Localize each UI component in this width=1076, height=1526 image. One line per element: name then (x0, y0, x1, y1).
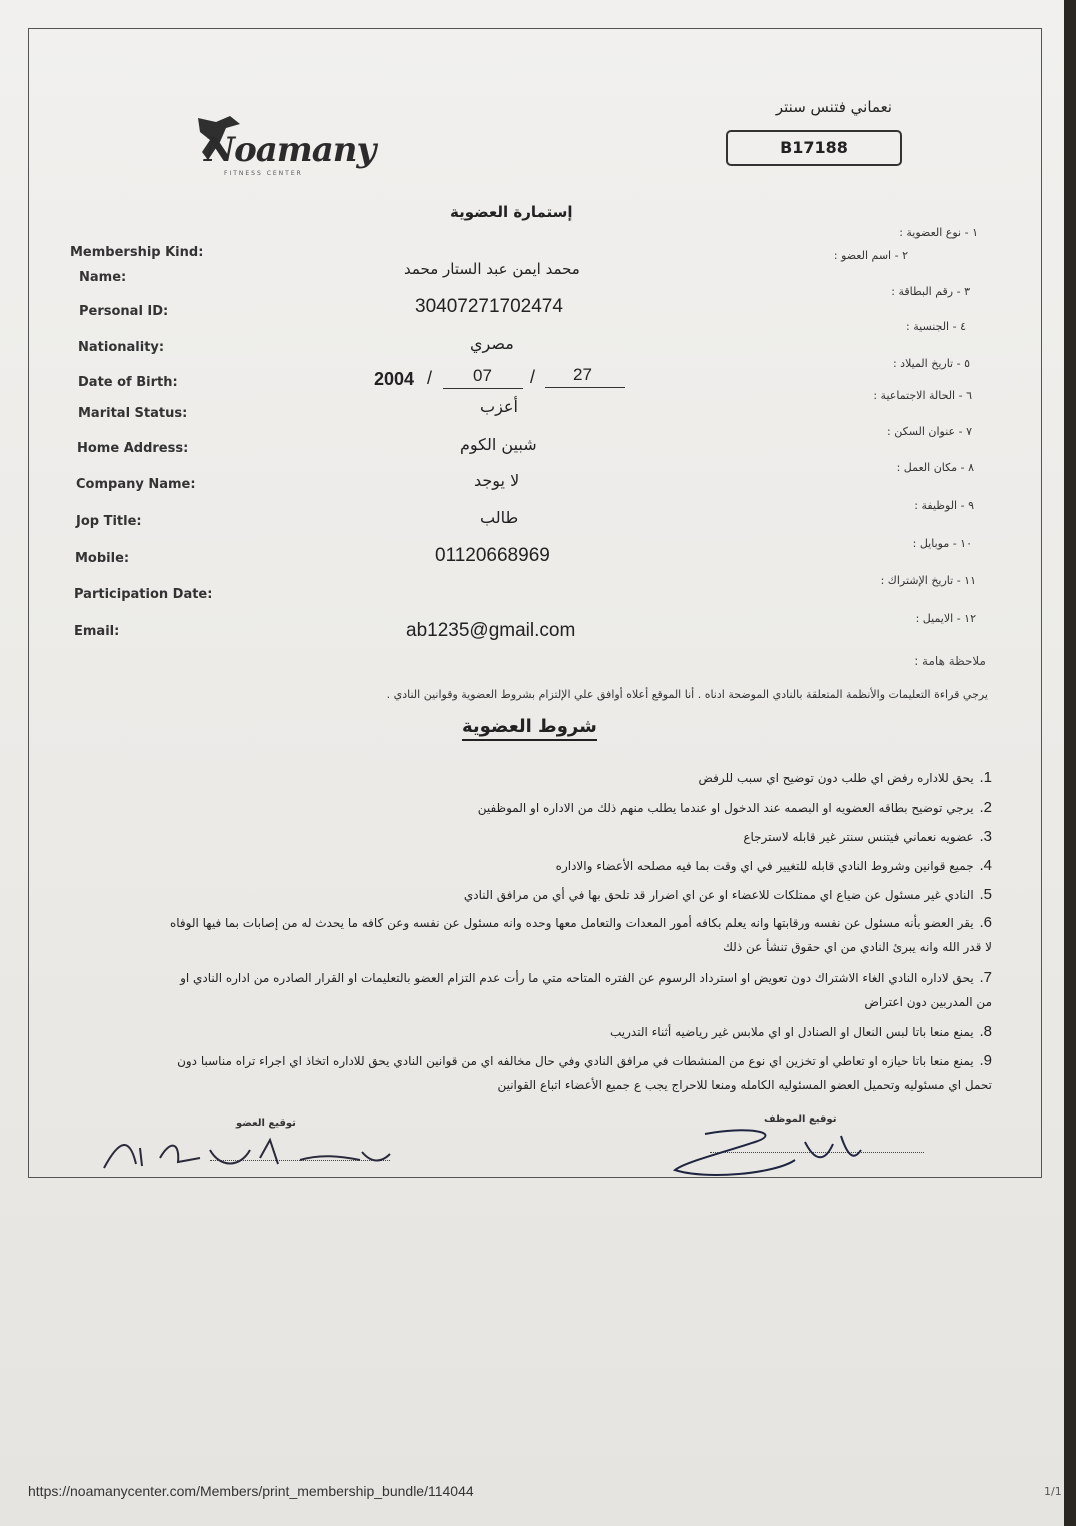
footer-url: https://noamanycenter.com/Members/print_membership_bundle/114044 (28, 1483, 474, 1499)
employee-signature-icon (665, 1122, 865, 1188)
value-marital-status: أعزب (480, 397, 518, 416)
label-mobile: Mobile: (75, 551, 130, 566)
label-ar-membership-kind: ١ - نوع العضوية : (899, 226, 978, 239)
club-name: نعماني فتنس سنتر (775, 98, 892, 116)
label-personal-id: Personal ID: (79, 304, 169, 319)
term-number: 3. (979, 828, 992, 845)
dob-separator-1: / (427, 368, 433, 388)
form-title: إستمارة العضوية (450, 203, 573, 221)
page-number: 1/1 (1044, 1485, 1062, 1498)
value-personal-id: 30407271702474 (415, 296, 563, 317)
value-company: لا يوجد (474, 471, 520, 490)
term-line: يقر العضو بأنه مسئول عن نفسه ورقابتها وانه يعلم بكافه أمور المعدات والتعامل معها وحده وانه مسئول عن نفسه وعن كافه ما يحدث له من إصابات بما فيها الوفاه (169, 916, 974, 930)
logo-wordmark: Noamany (204, 130, 376, 170)
term-line: يرجي توضيح بطاقه العضويه او البصمه عند الدخول او عندما يطلب منهم ذلك من الاداره او الموظفين (477, 801, 974, 815)
label-ar-personal-id: ٣ - رقم البطاقة : (891, 285, 970, 298)
label-ar-company: ٨ - مكان العمل : (896, 461, 974, 474)
member-signature-label: توقيع العضو (236, 1118, 296, 1129)
term-number: 5. (979, 886, 992, 903)
term-line: يحق للاداره رفض اي طلب دون توضيح اي سبب للرفض (698, 771, 974, 785)
label-ar-name: ٢ - اسم العضو : (833, 249, 908, 262)
label-ar-mobile: ١٠ - موبايل : (912, 537, 972, 550)
value-dob-day: 27 (573, 365, 592, 384)
logo-subtext: FITNESS CENTER (224, 170, 303, 177)
label-company-name: Company Name: (76, 477, 196, 492)
term-line: يحق لاداره النادي الغاء الاشتراك دون تعويض او استرداد الرسوم عن الفتره المتاحه متي ما رأت عدم التزام العضو بالتعليمات او القرار الصادره من اداره النادي او (180, 971, 974, 985)
term-line: يمنع منعا باتا لبس النعال او الصنادل او اي ملابس غير رياضيه أثناء التدريب (610, 1025, 974, 1039)
term-number: 8. (979, 1023, 992, 1040)
label-ar-email: ١٢ - الايميل : (915, 612, 976, 625)
value-job-title: طالب (480, 508, 519, 527)
term-number: 6. (979, 914, 992, 931)
term-item (556, 854, 992, 878)
terms-title: شروط العضوية (462, 716, 597, 741)
term-item (698, 766, 992, 790)
value-nationality: مصري (470, 334, 514, 353)
label-marital-status: Marital Status: (78, 406, 188, 421)
form-number-box: B17188 (726, 130, 902, 166)
term-line: النادي غير مسئول عن ضياع اي ممتلكات للاعضاء او عن اي اضرار قد تلحق بها في أي من مرافق النادي (463, 888, 974, 902)
member-signature-icon (100, 1128, 400, 1178)
term-item (170, 911, 992, 959)
term-line: عضويه نعماني فيتنس سنتر غير قابله لاسترجاع (743, 830, 974, 844)
value-name: محمد ايمن عبد الستار محمد (404, 260, 580, 278)
term-item (464, 883, 992, 907)
value-dob-year: 2004 (374, 369, 415, 389)
term-item (610, 1020, 992, 1044)
label-participation-date: Participation Date: (74, 587, 213, 602)
label-name: Name: (79, 270, 127, 285)
note-heading: ملاحظة هامة : (914, 654, 986, 668)
label-nationality: Nationality: (78, 340, 165, 355)
dob-month-underline (443, 388, 523, 389)
label-ar-date-of-birth: ٥ - تاريخ الميلاد : (892, 357, 970, 370)
term-line: يمنع منعا باتا حيازه او تعاطي او تخزين اي نوع من المنشطات في مرافق النادي وفي حال مخالفه اي من قوانين النادي يحق للاداره اتخاذ اي اجراء تراه مناسبا دون (177, 1054, 974, 1068)
term-line: جميع قوانين وشروط النادي قابله للتغيير في اي وقت بما فيه مصلحه الأعضاء والاداره (555, 859, 974, 873)
value-home-address: شبين الكوم (460, 435, 537, 454)
term-number: 2. (979, 799, 992, 816)
label-ar-home-address: ٧ - عنوان السكن : (887, 425, 972, 438)
note-text: يرجي قراءة التعليمات والأنظمة المتعلقة بالنادي الموضحة ادناه . أنا الموقع أعلاه أوافق علي الإلتزام بشروط العضوية وقوانين النادي . (386, 688, 988, 701)
label-date-of-birth: Date of Birth: (78, 375, 178, 390)
term-number: 4. (979, 857, 992, 874)
label-membership-kind: Membership Kind: (70, 245, 204, 260)
term-item (743, 825, 992, 849)
term-number: 7. (979, 969, 992, 986)
label-ar-marital-status: ٦ - الحالة الاجتماعية : (873, 389, 972, 402)
term-line: تحمل اي مسئوليه وتحميل العضو المسئوليه الكامله ومنعا للاحراج يجب ع جميع الأعضاء اتباع القوانين (497, 1078, 992, 1092)
term-number: 9. (979, 1052, 992, 1069)
dob-separator-2: / (530, 367, 536, 387)
value-dob-month: 07 (473, 366, 492, 385)
term-line: لا قدر الله وانه يبرئ النادي من اي حقوق تنشأ عن ذلك (723, 940, 992, 954)
value-mobile: 01120668969 (435, 545, 550, 566)
label-ar-job-title: ٩ - الوظيفة : (914, 499, 974, 512)
employee-signature-label: توقيع الموظف (764, 1114, 837, 1125)
value-email: ab1235@gmail.com (406, 620, 576, 641)
label-email: Email: (74, 624, 120, 639)
term-line: من المدربين دون اعتراض (864, 995, 992, 1009)
term-item (180, 966, 992, 1014)
label-job-title: Jop Title: (76, 514, 142, 529)
club-logo (190, 112, 376, 182)
label-ar-nationality: ٤ - الجنسية : (906, 320, 966, 333)
label-home-address: Home Address: (77, 441, 189, 456)
label-ar-participation-date: ١١ - تاريخ الإشتراك : (880, 574, 976, 587)
term-item (177, 1049, 992, 1097)
term-item (478, 796, 992, 820)
term-number: 1. (979, 769, 992, 786)
dob-day-underline (545, 387, 625, 388)
